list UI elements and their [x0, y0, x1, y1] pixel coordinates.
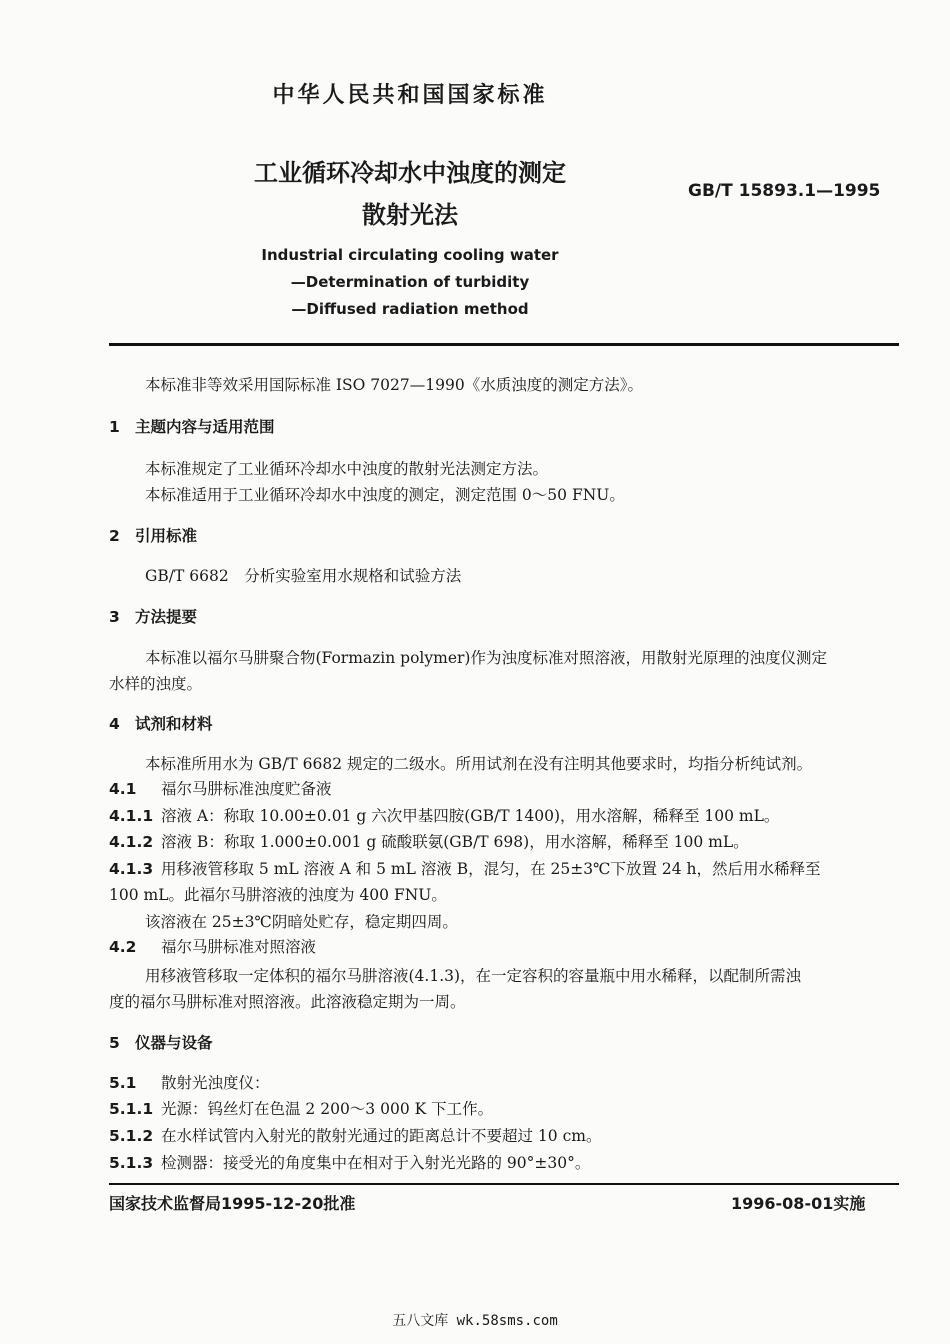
section-5-1-1 — [109, 1096, 493, 1122]
english-title-line-1: Industrial circulating cooling water — [261, 246, 559, 264]
section-number: 5.1.3 — [109, 1154, 154, 1172]
section-number: 4.2 — [109, 938, 137, 956]
bottom-divider — [109, 1183, 899, 1185]
title-line-1: 工业循环冷却水中浊度的测定 — [254, 159, 566, 187]
section-number: 3 — [109, 608, 120, 626]
section-4-2-paragraph-line-1: 用移液管移取一定体积的福尔马肼溶液(4.1.3)，在一定容积的容量瓶中用水稀释，以配制所需浊 — [145, 967, 802, 985]
watermark-text: 五八文库 wk.58sms.com — [392, 1313, 558, 1329]
section-2-reference: GB/T 6682 分析实验室用水规格和试验方法 — [145, 567, 462, 585]
section-number: 5.1 — [109, 1074, 137, 1092]
section-title: 试剂和材料 — [135, 715, 213, 733]
section-5-1-2 — [109, 1123, 601, 1149]
section-3-paragraph-line-1: 本标准以福尔马肼聚合物(Formazin polymer)作为浊度标准对照溶液，用散射光原理的浊度仪测定 — [145, 649, 827, 667]
section-title: 引用标准 — [135, 527, 198, 545]
standard-header: 中华人民共和国国家标准 — [272, 83, 548, 108]
section-text: 溶液 A：称取 10.00±0.01 g 六次甲基四胺(GB/T 1400)，用水溶解，稀释至 100 mL。 — [161, 807, 780, 825]
section-number: 4 — [109, 715, 120, 733]
section-number: 5.1.1 — [109, 1100, 154, 1118]
section-number: 4.1.2 — [109, 833, 154, 851]
section-4-1-3-line-2: 100 mL。此福尔马肼溶液的浊度为 400 FNU。 — [109, 886, 447, 904]
section-title: 主题内容与适用范围 — [135, 418, 275, 436]
section-4-1-3-storage: 该溶液在 25±3℃阴暗处贮存，稳定期四周。 — [145, 913, 458, 931]
top-divider — [109, 343, 899, 346]
section-4-heading — [109, 712, 213, 734]
section-1-paragraph-1: 本标准规定了工业循环冷却水中浊度的散射光法测定方法。 — [145, 460, 549, 478]
section-text: 溶液 B：称取 1.000±0.001 g 硫酸联氨(GB/T 698)，用水溶解，稀释至 100 mL。 — [161, 833, 749, 851]
section-title: 仪器与设备 — [135, 1034, 213, 1052]
section-4-paragraph: 本标准所用水为 GB/T 6682 规定的二级水。所用试剂在没有注明其他要求时，均指分析纯试剂。 — [145, 755, 813, 773]
approval-line: 国家技术监督局1995-12-20批准 — [109, 1194, 356, 1213]
section-title: 福尔马肼标准对照溶液 — [161, 938, 317, 956]
section-4-1-3 — [109, 856, 821, 882]
section-title: 方法提要 — [135, 608, 198, 626]
section-5-1-3 — [109, 1150, 590, 1176]
english-title-line-2: —Determination of turbidity — [290, 273, 530, 291]
section-text: 用移液管移取 5 mL 溶液 A 和 5 mL 溶液 B，混匀，在 25±3℃下放置 24 h，然后用水稀释至 — [161, 860, 821, 878]
section-5-heading — [109, 1031, 213, 1053]
section-number: 5.1.2 — [109, 1127, 154, 1145]
section-1-paragraph-2: 本标准适用于工业循环冷却水中浊度的测定，测定范围 0～50 FNU。 — [145, 486, 625, 504]
section-4-1-heading — [109, 777, 332, 799]
section-4-2-paragraph-line-2: 度的福尔马肼标准对照溶液。此溶液稳定期为一周。 — [109, 993, 466, 1011]
standard-number: GB/T 15893.1—1995 — [688, 181, 881, 201]
section-4-1-2 — [109, 829, 749, 855]
section-4-1-1 — [109, 803, 779, 829]
section-number: 4.1.1 — [109, 807, 154, 825]
section-5-1-heading — [109, 1071, 270, 1093]
section-4-2-heading — [109, 935, 316, 957]
section-title: 福尔马肼标准浊度贮备液 — [161, 780, 332, 798]
section-number: 4.1 — [109, 780, 137, 798]
section-text: 检测器：接受光的角度集中在相对于入射光光路的 90°±30°。 — [161, 1154, 591, 1172]
section-number: 2 — [109, 527, 120, 545]
section-text: 光源：钨丝灯在色温 2 200～3 000 K 下工作。 — [161, 1100, 494, 1118]
section-number: 4.1.3 — [109, 860, 154, 878]
section-title: 散射光浊度仪： — [161, 1074, 270, 1092]
section-2-heading — [109, 524, 197, 546]
section-text: 在水样试管内入射光的散射光通过的距离总计不要超过 10 cm。 — [161, 1127, 602, 1145]
section-1-heading — [109, 415, 275, 437]
english-title-line-3: —Diffused radiation method — [291, 300, 529, 318]
section-number: 5 — [109, 1034, 120, 1052]
section-3-paragraph-line-2: 水样的浊度。 — [109, 675, 203, 693]
implementation-date: 1996-08-01实施 — [731, 1194, 866, 1213]
title-line-2: 散射光法 — [362, 201, 458, 229]
section-3-heading — [109, 605, 197, 627]
section-number: 1 — [109, 418, 120, 436]
intro-paragraph: 本标准非等效采用国际标准 ISO 7027—1990《水质浊度的测定方法》。 — [145, 376, 643, 394]
